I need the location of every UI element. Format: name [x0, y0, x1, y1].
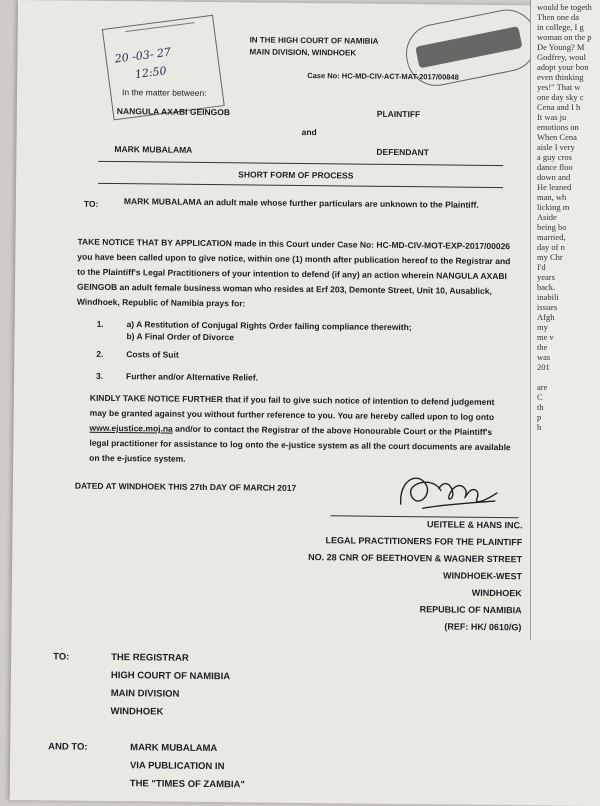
newspaper-line: a guy cros — [537, 152, 572, 162]
newspaper-line: emotions on — [537, 122, 579, 132]
newspaper-line — [537, 372, 596, 382]
newspaper-line: Afgh — [537, 312, 555, 322]
newspaper-line: aisle I very — [537, 142, 575, 152]
seal-ink-blot — [415, 26, 522, 68]
notice-paragraph — [77, 235, 514, 315]
plaintiff-name: NANGULA AXABI GEINGOB — [116, 106, 231, 118]
kindly-text2: and/or to contact the Registrar of the above Honourable Court or the Plaintiff's legal practitioner for assistance to log onto the e-justice system as all the court documents are available on the e-justice system. — [89, 423, 511, 464]
prayer-2-num: 2. — [96, 348, 104, 359]
background-newspaper — [530, 0, 600, 640]
to-label: TO: — [83, 198, 99, 209]
notice-lead: TAKE NOTICE THAT BY APPLICATION — [77, 236, 232, 249]
and-to-label: AND TO: — [48, 741, 88, 753]
newspaper-line: me v — [537, 332, 554, 342]
to-text: MARK MUBALAMA an adult male whose further particulars are unknown to the Plaintiff. — [123, 196, 479, 210]
prayer-2-text: Costs of Suit — [126, 349, 179, 360]
newspaper-line: dance floo — [537, 162, 573, 172]
to-block-line: HIGH COURT OF NAMIBIA — [110, 670, 231, 683]
newspaper-line: licking m — [537, 202, 570, 212]
matter-intro: In the matter between: — [121, 87, 207, 98]
newspaper-line: in college, I g — [537, 22, 584, 32]
newspaper-line: man, wh — [537, 192, 567, 202]
to-block-label: TO: — [53, 651, 70, 663]
newspaper-line: being bo — [537, 222, 567, 232]
newspaper-line: are — [537, 382, 548, 392]
firm-city: WINDHOEK — [471, 587, 522, 599]
newspaper-line: married, — [537, 232, 566, 242]
newspaper-line: down and — [537, 172, 571, 182]
newspaper-line: my — [537, 322, 548, 332]
prayer-3-text: Further and/or Alternative Relief. — [126, 371, 259, 383]
notice-text: made in this Court under Case No: HC-MD-CIV-MOT-EXP-2017/00026 you have been called upon to give notice, within one (1) month after publication hereof to the Registrar and to the Plaintiff's Legal Practitioners of your intention to defend (if any) an action wherein NANGULA AXABI GEINGOB an adult female business woman who resides at Erf 203, Demonte Street, Unit 10, Ausablick, Windhoek, Republic of Namibia prays for: — [76, 238, 511, 309]
newspaper-line: 201 — [537, 362, 550, 372]
newspaper-line: back. — [537, 282, 556, 292]
stamp-date: 20 -03- 27 — [113, 45, 172, 66]
firm-street: NO. 28 CNR OF BEETHOVEN & WAGNER STREET — [308, 552, 523, 565]
newspaper-line: h — [537, 422, 542, 432]
to-block-line: THE REGISTRAR — [111, 652, 189, 664]
newspaper-line: C — [537, 392, 543, 402]
newspaper-line: When Cena — [537, 132, 577, 142]
kindly-lead: KINDLY TAKE NOTICE FURTHER — [89, 392, 223, 405]
court-division: MAIN DIVISION, WINDHOEK — [249, 47, 357, 58]
court-document-page — [10, 0, 600, 806]
prayer-1-line2: b) A Final Order of Divorce — [126, 331, 235, 343]
newspaper-line: issues — [537, 302, 558, 312]
to-paragraph — [124, 194, 514, 213]
newspaper-line: p — [537, 412, 542, 422]
newspaper-line: woman on the p — [537, 32, 592, 42]
newspaper-line: would be togeth — [537, 2, 592, 12]
and-text: and — [301, 126, 317, 138]
dated-line: DATED AT WINDHOEK THIS 27th DAY OF MARCH 2017 — [74, 480, 297, 493]
newspaper-line: th — [537, 402, 544, 412]
process-title: SHORT FORM OF PROCESS — [238, 169, 354, 181]
newspaper-line: It was ju — [537, 112, 567, 122]
prayer-3-num: 3. — [96, 370, 104, 381]
defendant-name: MARK MUBALAMA — [114, 144, 193, 155]
newspaper-line: adopt your bon — [537, 62, 589, 72]
newspaper-line: Cena and I h — [537, 102, 581, 112]
newspaper-line: inabili — [537, 292, 559, 302]
firm-address — [307, 515, 522, 636]
newspaper-line: day of n — [537, 242, 565, 252]
plaintiff-role: PLAINTIFF — [376, 108, 421, 120]
kindly-paragraph — [89, 391, 512, 470]
firm-name: UEITELE & HANS INC. — [426, 519, 523, 531]
and-to-line: THE "TIMES OF ZAMBIA" — [129, 778, 245, 791]
signature-scribble — [393, 464, 504, 523]
defendant-role: DEFENDANT — [376, 146, 429, 158]
and-to-block — [130, 739, 246, 794]
firm-country: REPUBLIC OF NAMIBIA — [419, 604, 522, 616]
divider-bottom — [98, 183, 503, 188]
kindly-text1: that if you fail to give such notice of intention to defend judgement may be granted against you without further reference to you. You are hereby called upon to log onto — [89, 394, 495, 423]
court-name: IN THE HIGH COURT OF NAMIBIA — [249, 35, 379, 46]
and-to-line: VIA PUBLICATION IN — [129, 760, 225, 773]
firm-role: LEGAL PRACTITIONERS FOR THE PLAINTIFF — [325, 535, 523, 548]
to-block-line: WINDHOEK — [110, 706, 164, 718]
registrar-date-stamp — [102, 15, 225, 121]
and-to-line: MARK MUBALAMA — [130, 742, 218, 755]
to-block — [110, 649, 230, 722]
firm-area: WINDHOEK-WEST — [442, 570, 523, 582]
newspaper-line: De Young? M — [537, 42, 585, 52]
prayer-1-num: 1. — [96, 318, 104, 329]
stamp-rule — [125, 22, 195, 32]
newspaper-line: one day sky c — [537, 92, 584, 102]
newspaper-line: I'd — [537, 262, 546, 272]
newspaper-line: He leaned — [537, 182, 572, 192]
newspaper-line: yes!" That w — [537, 82, 581, 92]
case-number: Case No: HC-MD-CIV-ACT-MAT-2017/00848 — [307, 71, 459, 82]
to-block-line: MAIN DIVISION — [110, 688, 180, 700]
ejustice-link[interactable]: www.ejustice.moj.na — [89, 422, 173, 434]
prayer-1-line1: a) A Restitution of Conjugal Rights Order failing compliance therewith; — [126, 319, 412, 333]
newspaper-line: years — [537, 272, 555, 282]
divider-top — [98, 161, 503, 166]
newspaper-line: was — [537, 352, 551, 362]
stamp-time: 12:50 — [134, 64, 168, 82]
newspaper-line: the — [537, 342, 548, 352]
newspaper-line: Godfrey, woul — [537, 52, 587, 62]
newspaper-line: Then one da — [537, 12, 580, 22]
firm-ref: (REF: HK/ 0610/G) — [444, 621, 522, 633]
newspaper-line: my Chr — [537, 252, 563, 262]
newspaper-line: Aside — [537, 212, 557, 222]
newspaper-line: even thinking — [537, 72, 584, 82]
